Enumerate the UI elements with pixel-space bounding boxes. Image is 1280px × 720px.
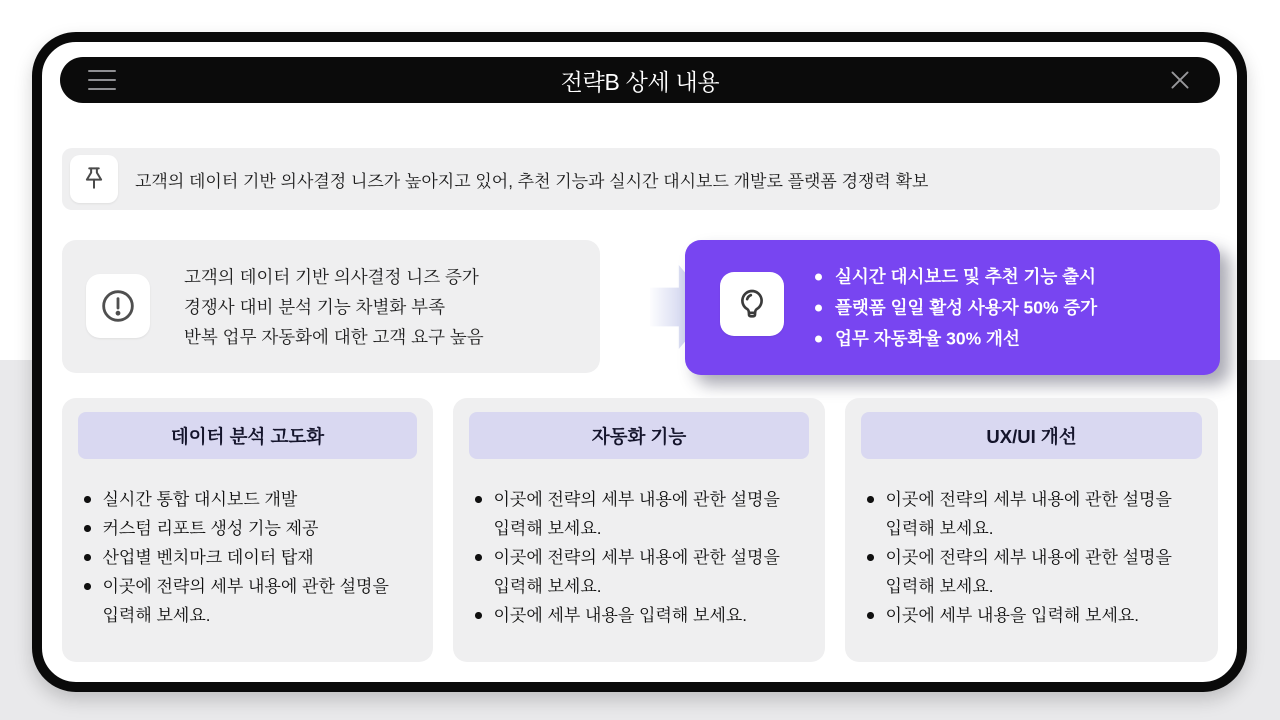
problem-box — [62, 240, 600, 373]
card-bullet[interactable]: 실시간 통합 대시보드 개발 — [84, 485, 411, 514]
solution-bullet[interactable]: 플랫폼 일일 활성 사용자 50% 증가 — [815, 292, 1097, 323]
strategy-card-data-analytics — [62, 398, 433, 662]
pinned-note-text[interactable]: 고객의 데이터 기반 의사결정 니즈가 높아지고 있어, 추천 기능과 실시간 대시보드 개발로 플랫폼 경쟁력 확보 — [135, 171, 929, 191]
card-bullet[interactable]: 이곳에 전략의 세부 내용에 관한 설명을 입력해 보세요. — [84, 572, 411, 630]
problem-line[interactable]: 고객의 데이터 기반 의사결정 니즈 증가 — [184, 266, 479, 287]
bullet-dot — [815, 304, 822, 311]
card-bullet[interactable]: 이곳에 세부 내용을 입력해 보세요. — [867, 601, 1196, 630]
card-bullet[interactable]: 이곳에 전략의 세부 내용에 관한 설명을 입력해 보세요. — [475, 543, 803, 601]
bullet-dot — [84, 583, 91, 590]
modal-titlebar — [60, 57, 1220, 103]
bullet-dot — [475, 612, 482, 619]
bullet-dot — [475, 554, 482, 561]
card-bullet-list — [78, 485, 417, 630]
alert-circle-icon — [98, 286, 138, 326]
lightbulb-icon-tile — [720, 272, 784, 336]
bullet-dot — [867, 554, 874, 561]
pinned-note — [62, 148, 1220, 210]
lightbulb-icon — [732, 284, 772, 324]
card-bullet[interactable]: 커스텀 리포트 생성 기능 제공 — [84, 514, 411, 543]
card-bullet[interactable]: 이곳에 전략의 세부 내용에 관한 설명을 입력해 보세요. — [867, 543, 1196, 601]
bullet-dot — [475, 496, 482, 503]
bullet-dot — [867, 612, 874, 619]
strategy-card-automation — [453, 398, 825, 662]
bullet-dot — [84, 554, 91, 561]
close-icon — [1167, 67, 1193, 93]
problem-text[interactable] — [184, 262, 484, 352]
close-button[interactable] — [1166, 66, 1194, 94]
pushpin-icon — [79, 164, 109, 194]
card-bullet[interactable]: 이곳에 전략의 세부 내용에 관한 설명을 입력해 보세요. — [867, 485, 1196, 543]
problem-line[interactable]: 경쟁사 대비 분석 기능 차별화 부족 — [184, 296, 445, 317]
pushpin-icon-tile — [70, 155, 118, 203]
solution-box — [685, 240, 1220, 375]
solution-bullet[interactable]: 업무 자동화율 30% 개선 — [815, 323, 1097, 354]
bullet-dot — [815, 273, 822, 280]
card-bullet[interactable]: 이곳에 전략의 세부 내용에 관한 설명을 입력해 보세요. — [475, 485, 803, 543]
alert-icon-tile — [86, 274, 150, 338]
strategy-cards-row — [62, 398, 1220, 662]
bullet-dot — [84, 525, 91, 532]
card-title[interactable]: UX/UI 개선 — [861, 412, 1202, 459]
bullet-dot — [867, 496, 874, 503]
modal-title: 전략B 상세 내용 — [560, 68, 720, 95]
card-bullet[interactable]: 산업별 벤치마크 데이터 탑재 — [84, 543, 411, 572]
hamburger-icon — [88, 70, 116, 72]
card-title[interactable]: 자동화 기능 — [469, 412, 809, 459]
bullet-dot — [815, 335, 822, 342]
solution-bullet-list — [815, 261, 1097, 354]
solution-bullet[interactable]: 실시간 대시보드 및 추천 기능 출시 — [815, 261, 1097, 292]
strategy-card-uxui — [845, 398, 1218, 662]
bullet-dot — [84, 496, 91, 503]
problem-line[interactable]: 반복 업무 자동화에 대한 고객 요구 높음 — [184, 326, 484, 347]
card-bullet-list — [469, 485, 809, 630]
menu-button[interactable] — [88, 70, 116, 90]
card-bullet[interactable]: 이곳에 세부 내용을 입력해 보세요. — [475, 601, 803, 630]
slide-frame — [32, 32, 1247, 692]
card-title[interactable]: 데이터 분석 고도화 — [78, 412, 417, 459]
card-bullet-list — [861, 485, 1202, 630]
